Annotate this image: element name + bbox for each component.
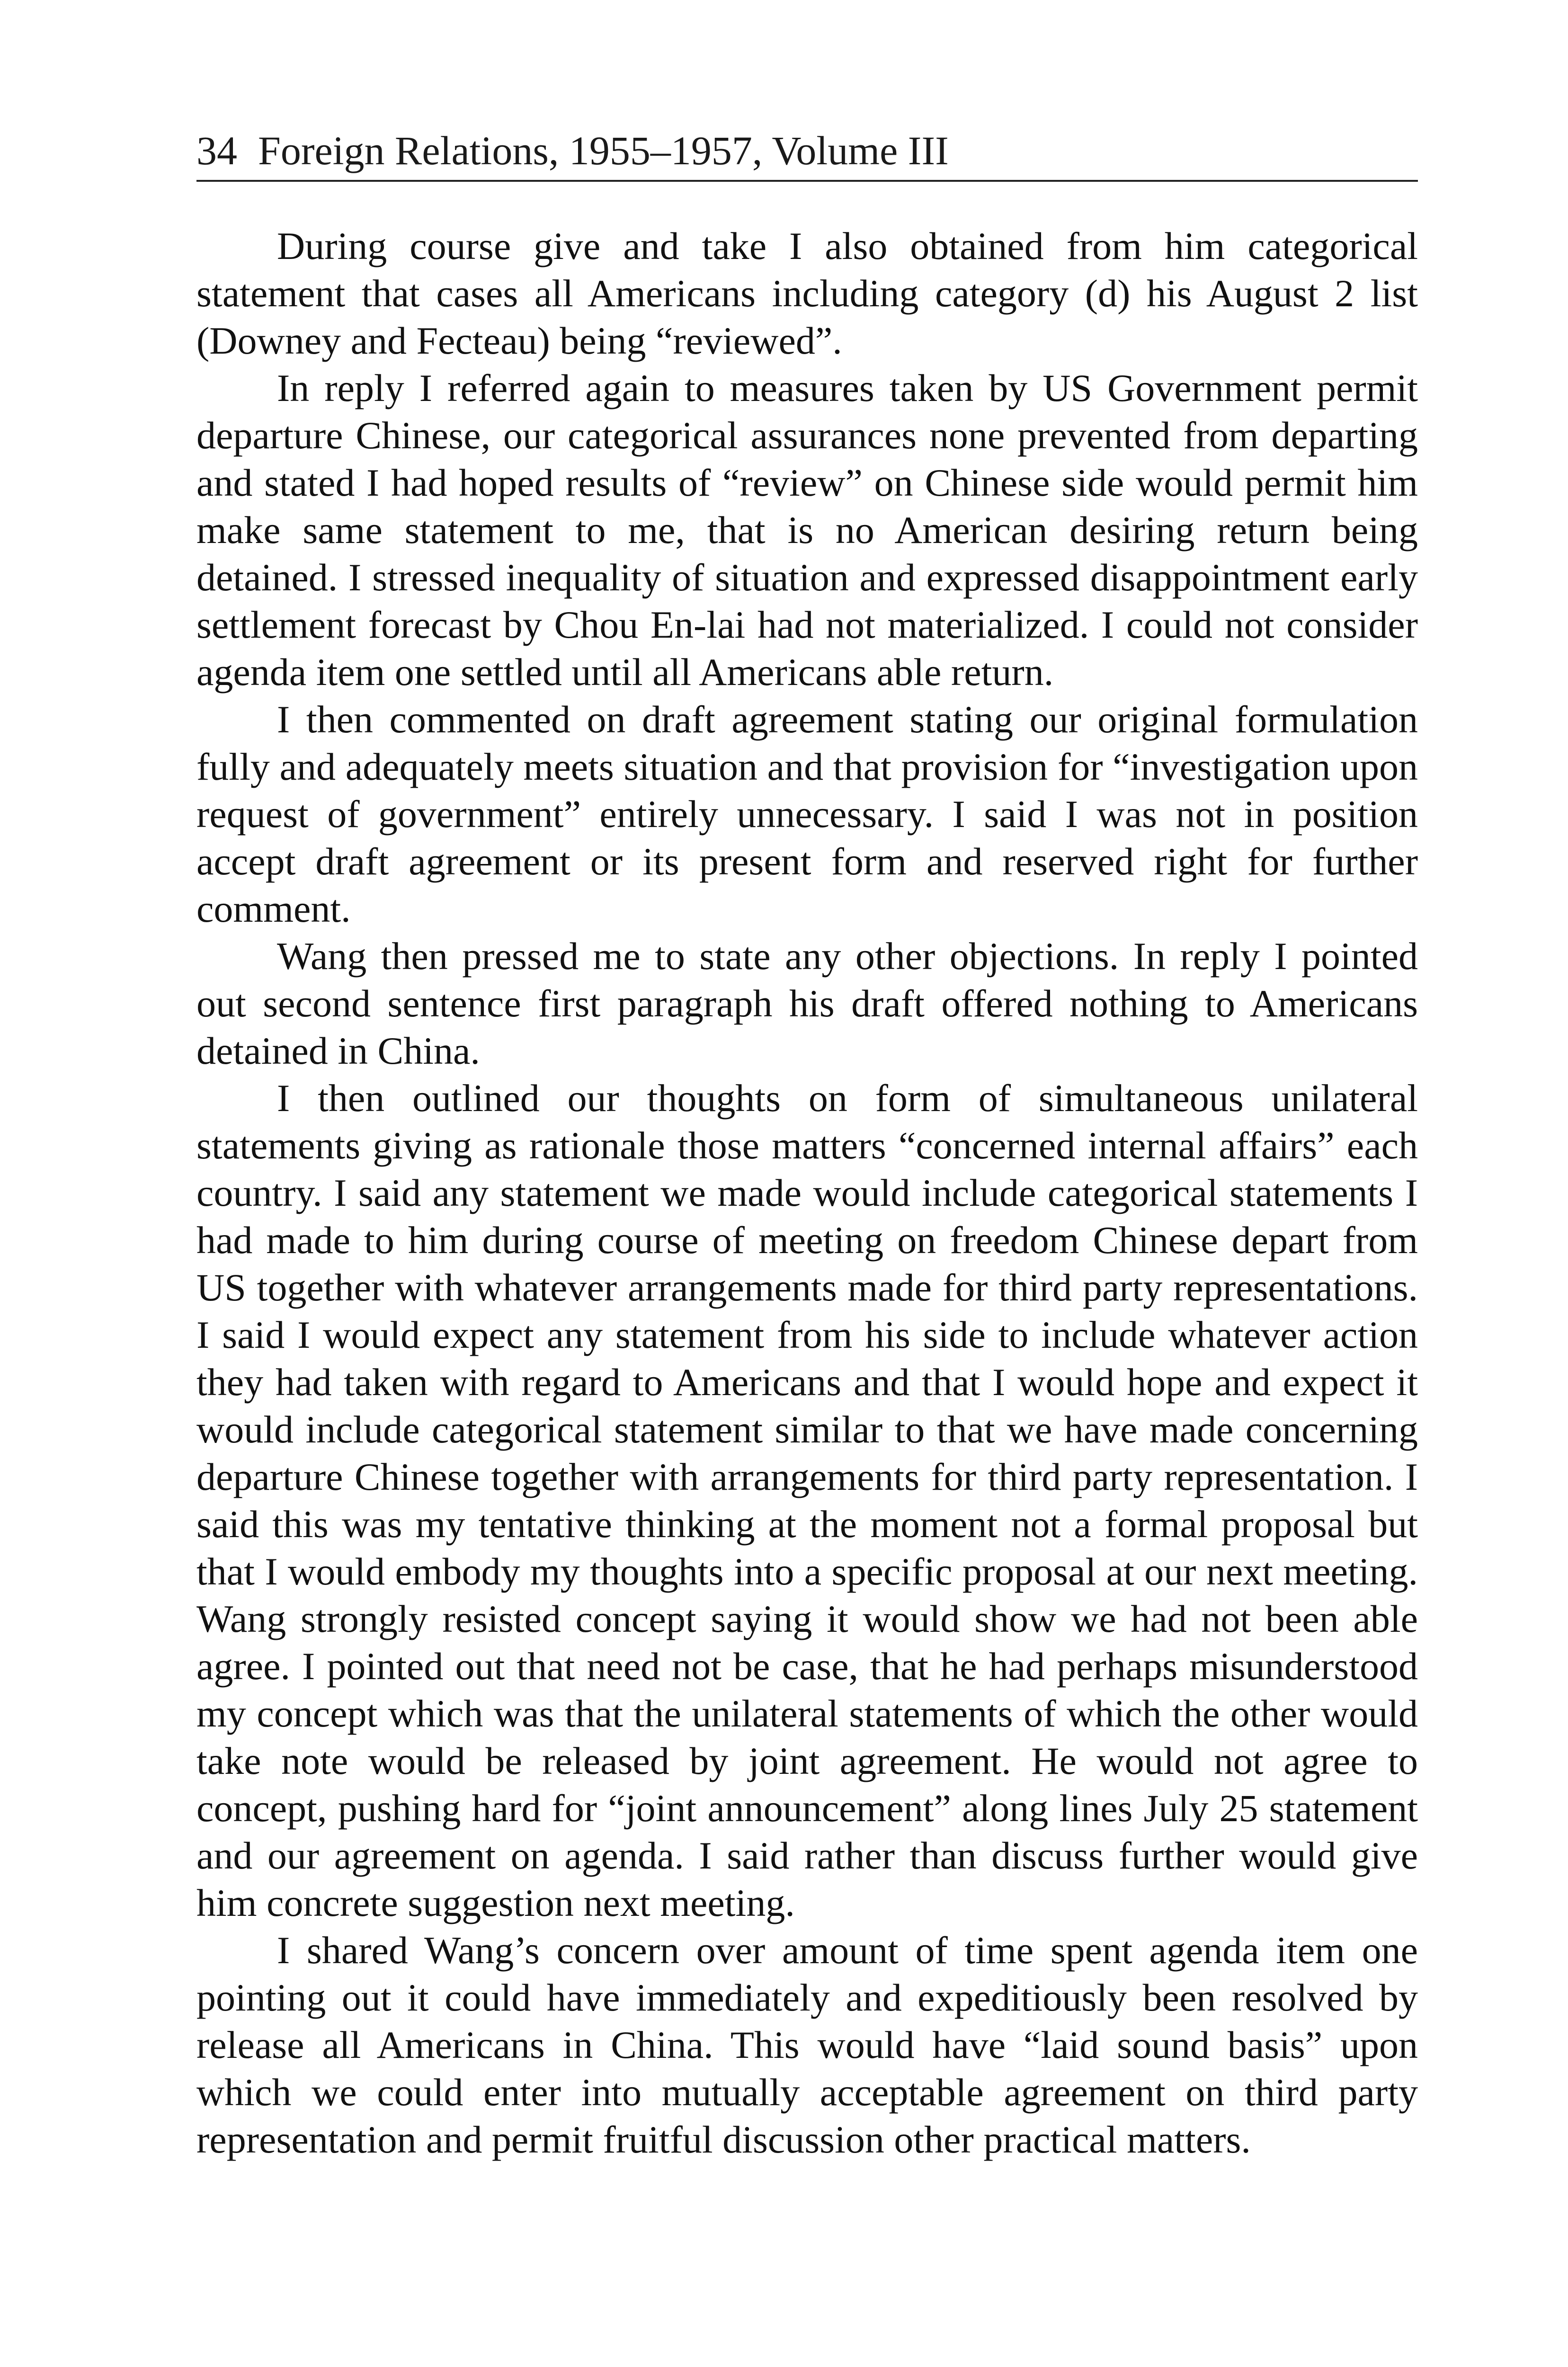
body-text: [196, 222, 1418, 2163]
paragraph: Wang then pressed me to state any other objections. In reply I pointed out second sentence first paragraph his draft offered nothing to Americans detained in China.: [196, 934, 1418, 1072]
running-header: [196, 127, 1418, 182]
paragraph: I then outlined our thoughts on form of simultaneous unilateral statements giving as rationale those matters “concerned internal affairs” each country. I said any statement we made would include categorical statements I had made to him during course of meeting on freedom Chinese depart from US together with whatever arrangements made for third party representations. I said I would expect any statement from his side to include whatever action they had taken with regard to Americans and that I would hope and expect it would include categorical statement similar to that we have made concerning departure Chinese together with arrangements for third party representation. I said this was my tentative thinking at the moment not a formal proposal but that I would embody my thoughts into a specific proposal at our next meeting. Wang strongly resisted concept saying it would show we had not been able agree. I pointed out that need not be case, that he had perhaps misunderstood my concept which was that the unilateral statements of which the other would take note would be released by joint agreement. He would not agree to concept, pushing hard for “joint announcement” along lines July 25 statement and our agreement on agenda. I said rather than discuss further would give him concrete suggestion next meeting.: [196, 1077, 1418, 1924]
page-number: 34: [196, 128, 237, 173]
paragraph: I then commented on draft agreement stating our original formulation fully and adequately meets situation and that provision for “investigation upon request of government” entirely unnecessary. I said I was not in position accept draft agreement or its present form and reserved right for further comment.: [196, 698, 1418, 930]
paragraph: During course give and take I also obtained from him categorical statement that cases all Americans including category (d) his August 2 list (Downey and Fecteau) being “reviewed”.: [196, 224, 1418, 362]
running-title: Foreign Relations, 1955–1957, Volume III: [258, 128, 949, 173]
paragraph: I shared Wang’s concern over amount of time spent agenda item one pointing out it could have immediately and expeditiously been resolved by release all Americans in China. This would have “laid sound basis” upon which we could enter into mutually acceptable agreement on third party representation and permit fruitful discussion other practical matters.: [196, 1929, 1418, 2161]
paragraph: In reply I referred again to measures taken by US Government permit departure Chinese, our categorical assurances none prevented from departing and stated I had hoped results of “review” on Chinese side would permit him make same statement to me, that is no American desiring return being detained. I stressed inequality of situation and expressed disappointment early settlement forecast by Chou En-lai had not materialized. I could not consider agenda item one settled until all Americans able return.: [196, 366, 1418, 694]
